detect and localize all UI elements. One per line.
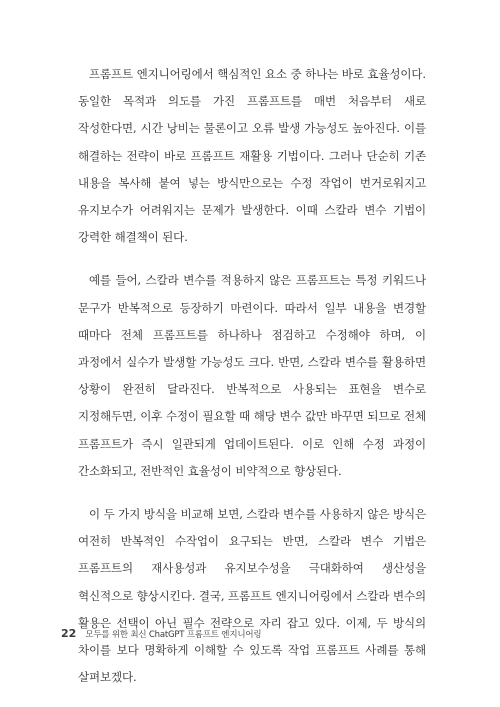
- paragraph-3: 이 두 가지 방식을 비교해 보면, 스칼라 변수를 사용하지 않은 방식은 여전히 반복적인 수작업이 요구되는 반면, 스칼라 변수 기법은 프롬프트의 재사용성과 유지보수성을 극대화하여 생산성을 혁신적으로 향상시킨다. 결국, 프롬프트 엔지니어링에서 스칼라 변수의 활용은 선택이 아닌 필수 전략으로 자리 잡고 있다. 이제, 두 방식의 차이를 보다 명확하게 이해할 수 있도록 작업 프롬프트 사례를 통해 살펴보겠다.: [78, 507, 426, 685]
- paragraph-2: 예를 들어, 스칼라 변수를 적용하지 않은 프롬프트는 특정 키워드나 문구가 반복적으로 등장하기 마련이다. 따라서 일부 내용을 변경할 때마다 전체 프롬프트를 하나하나 점검하고 수정해야 하며, 이 과정에서 실수가 발생할 가능성도 크다. 반면, 스칼라 변수를 활용하면 상황이 완전히 달라진다. 반복적으로 사용되는 표현을 변수로 지정해두면, 이후 수정이 필요할 때 해당 변수 값만 바꾸면 되므로 전체 프롬프트가 즉시 일관되게 업데이트된다. 이로 인해 수정 과정이 간소화되고, 전반적인 효율성이 비약적으로 향상된다.: [78, 273, 426, 478]
- body-text: [78, 61, 426, 707]
- page-footer: [61, 627, 261, 640]
- paragraph-1: 프롬프트 엔지니어링에서 핵심적인 요소 중 하나는 바로 효율성이다. 동일한 목적과 의도를 가진 프롬프트를 매번 처음부터 새로 작성한다면, 시간 낭비는 물론이고 오류 발생 가능성도 높아진다. 이를 해결하는 전략이 바로 프롬프트 재활용 기법이다. 그러나 단순히 기존 내용을 복사해 붙여 넣는 방식만으로는 수정 작업이 번거로워지고 유지보수가 어려워지는 문제가 발생한다. 이때 스칼라 변수 기법이 강력한 해결책이 된다.: [78, 67, 426, 245]
- page-number: 22: [61, 627, 77, 640]
- running-title: 모두를 위한 최신 ChatGPT 프롬프트 엔지니어링: [85, 630, 262, 640]
